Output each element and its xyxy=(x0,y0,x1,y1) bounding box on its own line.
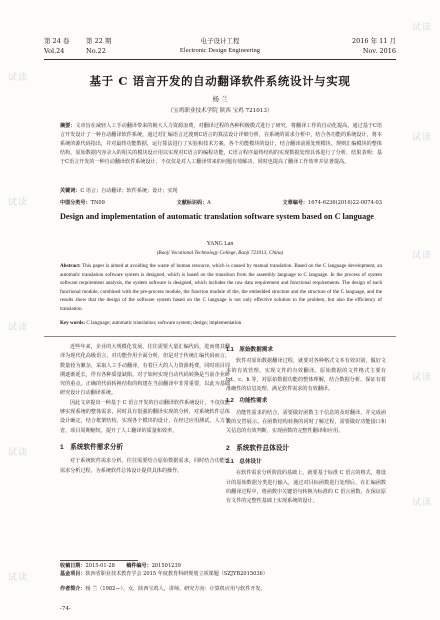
keywords-cn-text: C 语言；自动翻译；软件系统；设计；实现 xyxy=(80,188,178,194)
bio-text: 杨 兰（1982—），女，陕西宝鸡人，讲师。研究方向：计算机应用与软件开发。 xyxy=(85,586,266,592)
date-cn: 2016 年 11 月 xyxy=(351,37,396,45)
issue-en: No.22 xyxy=(86,47,106,55)
keywords-en-text: C language; automatic translation; software system; design; implementation xyxy=(86,320,242,326)
watermark: 试读 xyxy=(412,23,433,33)
fund-text: 陕西省职业技术教育学会 2015 年度教育科研规划立项课题（SZJYB2015036） xyxy=(85,571,268,577)
document-code: 文献标识码：A xyxy=(176,200,211,206)
subsection-heading: 1.2 功能性需求 xyxy=(226,398,268,405)
footnote-fund: 基金项目：陕西省职业技术教育学会 2015 年度教育科研规划立项课题（SZJYB2015036） xyxy=(60,571,268,577)
section-paragraph: 软件对原始数据翻译过程，就要对各种格式文本有效识别，做好文本的有效管理，实现文件的有效翻译。原始数据的文件格式主要有 txt、c、h 等，对原始数据功能的整体理解，结合数据分析，保证有着准确性的信息处理，满足软件需求的有效翻译。 xyxy=(226,358,386,393)
watermark: 试读 xyxy=(8,198,29,208)
body-column-left xyxy=(60,343,230,476)
section-heading: 1 系统软件需求分析 xyxy=(60,443,124,451)
subsection-heading: 1.1 原始数据需求 xyxy=(226,347,273,353)
watermark: 试读 xyxy=(8,573,29,583)
watermark: 试读 xyxy=(412,373,433,383)
section-paragraph: 功能性需求的结合，需要做好函数主干信息的及时翻译，并完成函数的交替展示。在函数结构转换的同时了解过程，需要做好功能接口和关信息的有效判断，实现函数的完整性翻译和应用。 xyxy=(226,409,386,435)
intro-paragraph: 因此文章提出一种基于 C 语言开发的自动翻译软件系统设计，不仅仅能够实现系统的整体需求，同时具有很强的翻译实现的分析，对系统软件总体设计确定，结合框架结构，实现各个模块的设计，在经过应用测试，人力节省，项目周期缩短，提升了人工翻译的质量和效率。 xyxy=(60,399,230,434)
classification-row xyxy=(60,199,382,206)
keywords-cn-label: 关键词： xyxy=(60,188,81,194)
running-header-cn xyxy=(44,36,396,45)
article-title-cn: 基于 C 语言开发的自动翻译软件系统设计与实现 xyxy=(89,74,351,88)
abstract-cn xyxy=(60,122,382,167)
section-heading: 2 系统软件总体设计 xyxy=(226,444,290,452)
article-title-en: Design and implementation of automatic translation software system based on C language xyxy=(60,212,374,221)
section-paragraph: 对于系统软件需求分析，往往需要结合原始数据需求，同时结合功能性需求分析过程，为系统软件总体设计提供具体的操作。 xyxy=(60,458,230,474)
author-affiliation-en: (Baoji Vocational Technology College, Baoji 721013, China) xyxy=(156,250,284,256)
keywords-cn xyxy=(60,187,382,194)
body-column-right xyxy=(226,343,386,506)
author-affiliation-cn: （宝鸡职业技术学院 陕西 宝鸡 721013） xyxy=(167,108,273,114)
issue-cn: 第 22 期 xyxy=(86,37,112,45)
volume-cn: 第 24 卷 xyxy=(44,37,70,45)
intro-paragraph: 近些年来，企业的大规模化发展，往往需要大量汇编代码，进而将其翻译为现代化高级语言，对功能作用全面分析，但是对于传统汇编代码而言，数量较为繁杂，采取人工手动翻译，有着巨大的人力资源耗费，同时项目周期逐渐延长，伴有各种质量缺陷。对于如何实现自动代码转换是当前企业研究的重点。正确的代码转换结构的构建在当前翻译中非常重要，以此为基础研究设计自动翻译系统。 xyxy=(60,344,230,397)
journal-name-cn: 电子设计工程 xyxy=(200,37,240,45)
received-date: 2015-01-28 xyxy=(85,563,115,569)
watermark: 试读 xyxy=(412,498,433,508)
running-header-en xyxy=(44,47,396,55)
author-name-cn: 杨 兰 xyxy=(212,95,228,103)
footnote-divider xyxy=(60,560,138,561)
subsection-heading: 2.1 总体设计 xyxy=(226,458,262,465)
keywords-en-label: Key words: xyxy=(60,320,86,326)
header-divider xyxy=(44,59,396,60)
watermark: 试读 xyxy=(412,251,433,261)
watermark: 试读 xyxy=(8,448,29,458)
keywords-en xyxy=(60,320,382,326)
article-number: 文章编号：1674-6236(2016)22-0074-03 xyxy=(282,200,382,206)
volume-en: Vol.24 xyxy=(44,47,65,55)
date-en: Nov. 2016 xyxy=(362,47,396,55)
abstract-en xyxy=(60,262,382,314)
footnote-bio: 作者简介：杨 兰（1982—），女，陕西宝鸡人，讲师。研究方向：计算机应用与软件开发。 xyxy=(60,586,266,592)
body-divider xyxy=(44,336,396,337)
journal-name-en: Electronic Design Engineering xyxy=(179,47,261,54)
class-number: 中图分类号：TN09 xyxy=(60,200,105,206)
footnote-dates: 收稿日期：2015-01-28 稿件编号：201501239 xyxy=(60,563,181,569)
watermark: 试读 xyxy=(412,133,433,143)
page-number: -74- xyxy=(60,606,71,612)
abstract-cn-label: 摘要： xyxy=(60,123,76,129)
author-name-en: YANG Lan xyxy=(206,241,234,247)
watermark: 试读 xyxy=(8,323,29,333)
abstract-en-text: This paper is aimed at avoiding the waste of human resource, which is caused by manual translation. Based on the C language development, an automatic translation software system is designed, which is based on the transition from the assembly language to C language. In the process of system software requirement analysis, the system software is designed, which includes the raw data requirement and functional requirements. The design of each functional module, combined with the pre-process module, the function module of the, the embedded structure and the structure of the C language, and the results show that the design of the software system based on the C language is not only effective solution to the problem, but also the efficiency of translation. xyxy=(60,263,382,312)
manuscript-number: 201501239 xyxy=(151,563,181,569)
abstract-cn-text: 文章旨在减轻人工手动翻译带来的极大人力资源浪费，对翻译过程的各种积极模式进行了研究，将翻译工作的自动化提高。通过基于C语言开发设计了一种自动翻译软件系统，通过对汇编语言过渡到C语言的算法设计详细分析，在系统的需求分析中，结合各功能的系统设计，将本系统的源代码指出，并对最终功能数据、运行算法进行了实验和技术方案。各个功能模块的设计，结合翻译前预处理模块、规则汇编模块的整体结构，原始数据内容录入的相关的模块设计用以实现对C语言的编程功能，C语言程序最终结构的实现数据处理具体进行了分析，结果表明：基于C语言开发的一种自动翻译软件系统设计，不仅仅是对人工翻译带来的问题有效解决，同时也提高了翻译工作效率并显著提高。 xyxy=(60,123,382,166)
abstract-en-label: Abstract: xyxy=(60,263,81,269)
watermark: 试读 xyxy=(8,73,29,83)
section-paragraph: 在软件需求分析阶段的基础上，就要基于标准 C 语言的格式，将设计的原始数据分类进行输入，通过对目标函数进行处理后，在汇编函数的翻译过程中，将函数中关键语句转换为标准的 C 语言函数，在保证原有文件的完整性基础上实现系统的设计。 xyxy=(226,470,386,505)
